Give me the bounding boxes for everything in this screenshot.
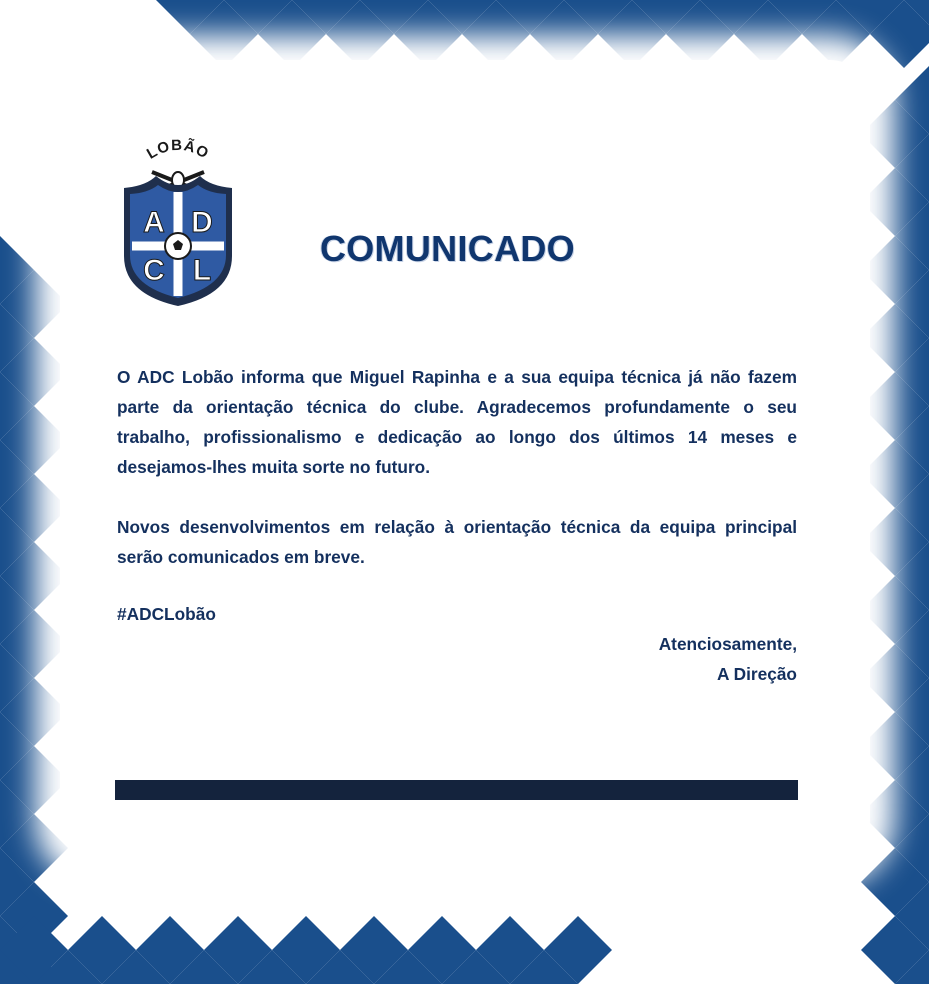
signature-signer: A Direção — [716, 664, 797, 684]
crest-letter-a: A — [143, 206, 165, 239]
hashtag-text: #ADCLobão — [117, 604, 216, 624]
crest-letter-l: L — [192, 254, 212, 287]
body-paragraph-2: Novos desenvolvimentos em relação à orientação técnica da equipa principal serão comunicados em breve. — [117, 517, 797, 567]
body-paragraph-1: O ADC Lobão informa que Miguel Rapinha e a sua equipa técnica já não fazem parte da orientação técnica do clube. Agradecemos profundamente o seu trabalho, profissionalismo e dedicação ao longo dos últimos 14 meses e desejamos-lhes muita sorte no futuro. — [117, 367, 797, 477]
crest-letter-d: D — [191, 206, 213, 239]
signature-closing: Atenciosamente, — [658, 634, 797, 654]
page-title: COMUNICADO — [320, 228, 575, 269]
footer-bar — [115, 780, 798, 800]
crest-letter-c: C — [143, 254, 165, 287]
club-crest-logo — [116, 136, 240, 308]
svg-text:LOBÃO — [144, 136, 212, 162]
crest-arc-text: LOBÃO — [143, 136, 212, 163]
soccer-ball-icon — [165, 233, 191, 259]
